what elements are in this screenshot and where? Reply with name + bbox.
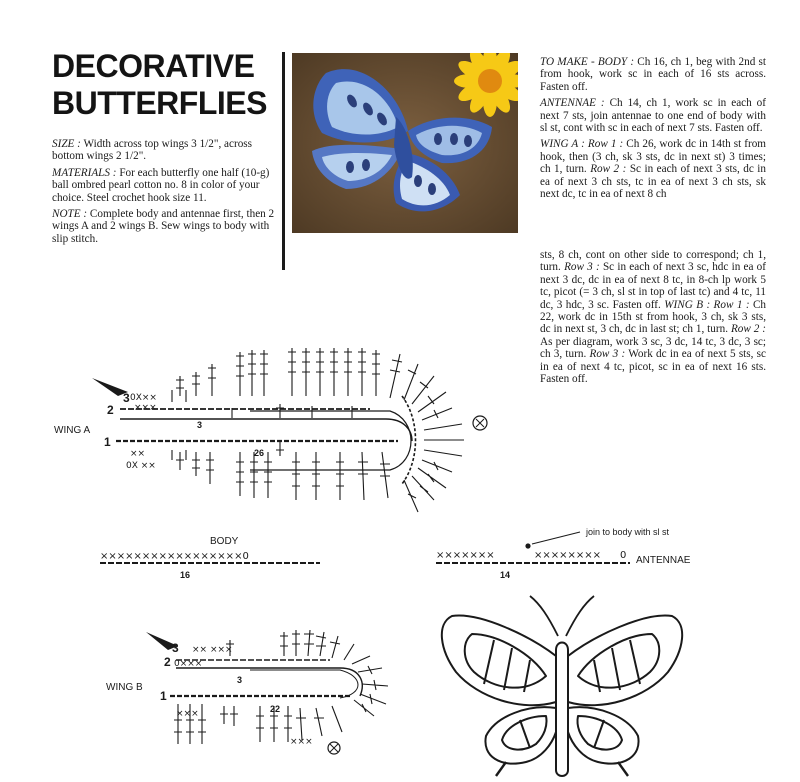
antennae-text: Ch 14, ch 1, work sc in each of next 7 sts, join antennae to one end of body with sl st, cont with sc in each of next 7 sts. Fasten off. <box>540 97 766 135</box>
body-stitches: ×××××××××××××××××0 <box>100 551 249 562</box>
title-line-1: DECORATIVE <box>52 48 255 84</box>
wing-b-count-22: 22 <box>270 704 281 714</box>
size-label: SIZE : <box>52 138 81 150</box>
wing-b-row2-text: As per diagram, work 3 sc, 3 dc, 14 tc, 3 dc, 3 sc; ch 3, turn. <box>540 335 766 361</box>
picot-icon <box>328 742 340 754</box>
wing-b-x-bottom-right: ××× <box>290 737 313 747</box>
wing-a-diagram <box>116 348 487 512</box>
wing-b-label: WING B <box>106 682 143 693</box>
wing-b-label: WING B : Row 1 : <box>664 298 750 311</box>
title-line-2: BUTTERFLIES <box>52 85 267 121</box>
butterfly-outline-icon <box>442 596 682 776</box>
body-label: TO MAKE - BODY : <box>540 56 635 68</box>
picot-icon <box>473 416 487 430</box>
wing-a-row-3: 3 <box>123 391 130 405</box>
wing-a-x-marks-top: 0X×× <box>130 393 157 403</box>
wing-a-row-2: 2 <box>107 403 114 417</box>
wing-a-label: WING A <box>54 425 91 436</box>
wing-b-count-3: 3 <box>237 675 243 685</box>
wing-b-text: Ch 22, work dc in 15th st from hook, 3 ch, sk 3 sts, dc in next st, 3 ch, dc in last st; ch 1, turn. <box>540 298 767 336</box>
wing-a-row-1: 1 <box>104 435 111 449</box>
antennae-label: ANTENNAE <box>636 555 691 566</box>
note-label: NOTE : <box>52 208 88 221</box>
antennae-diagram <box>436 527 691 580</box>
wing-a-label: WING A : Row 1 : <box>540 138 624 151</box>
antennae-label: ANTENNAE : <box>540 97 605 110</box>
wing-a-text: Ch 26, work dc in 14th st from hook, then (3 ch, sk 3 sts, dc in next st) 3 times; ch 1, turn. <box>540 138 766 176</box>
antennae-stitches-right: ×××××××× <box>534 550 602 561</box>
wing-b-x-bottom: ××× <box>176 709 199 719</box>
wing-b-row3-text: Work dc in ea of next 5 sts, sc in ea of next 4 tc, picot, sc in ea of next 16 sts. Fasten off. <box>540 348 766 386</box>
wing-a-x-marks-bottom: 0X ×× <box>126 461 156 471</box>
antennae-stitches-left: ××××××× <box>436 550 495 561</box>
wing-a-row3-label: Row 3 : <box>564 261 600 274</box>
wing-a-row2-text: Sc in each of next 3 sts, dc in ea of next 3 ch sts, tc in ea of next 3 ch sts, sk next dc, tc in ea of next 8 ch <box>540 163 766 201</box>
note-text: Complete body and antennae first, then 2 wings A and 2 wings B. Sew wings to body with slip stitch. <box>52 208 275 245</box>
materials-label: MATERIALS : <box>52 166 117 179</box>
wing-a-x-marks-mid: ××× <box>134 403 157 413</box>
wing-b-row-1: 1 <box>160 689 167 703</box>
wing-b-x-top: ×× ××× <box>192 645 233 655</box>
wing-b-row-2: 2 <box>164 655 171 669</box>
wing-a-row3-text: Sc in each of next 3 sc, hdc in ea of next 3 dc, dc in ea of next 8 tc, in 8-ch lp work 5 tc, picot (= 3 ch, sl st in top of last tc) and 4 tc, 11 dc, 3 hdc, 3 sc. Fasten off. <box>540 261 767 311</box>
wing-a-count-26: 26 <box>254 448 265 458</box>
materials-text: For each butterfly one half (10-g) ball ombred pearl cotton no. 8 in color of your choice. Steel crochet hook size 11. <box>52 166 270 204</box>
wing-a-row2-label: Row 2 : <box>590 163 627 176</box>
body-count: 16 <box>180 570 191 580</box>
antennae-end-marker: 0 <box>620 550 627 561</box>
wing-b-row2-label: Row 2 : <box>730 323 767 336</box>
body-text: Ch 16, ch 1, beg with 2nd st from hook, work sc in each of 16 sts across. Fasten off. <box>540 56 766 93</box>
wing-a-x-marks-low: ×× <box>130 449 146 459</box>
body-label: BODY <box>210 536 239 547</box>
body-diagram <box>100 536 320 580</box>
size-text: Width across top wings 3 1/2", across bottom wings 2 1/2". <box>52 138 252 163</box>
wing-b-row3-label: Row 3 : <box>589 348 626 361</box>
wing-a-count-3: 3 <box>197 420 203 430</box>
antennae-count: 14 <box>500 570 511 580</box>
join-point-icon <box>525 543 530 548</box>
wing-b-x-row2: 0××× <box>174 659 203 669</box>
antennae-join-note: join to body with sl st <box>586 527 670 537</box>
wing-b-row-3: 3 <box>172 641 179 655</box>
wing-a-row2-cont: sts, 8 ch, cont on other side to correspond; ch 1, turn. <box>540 249 766 274</box>
